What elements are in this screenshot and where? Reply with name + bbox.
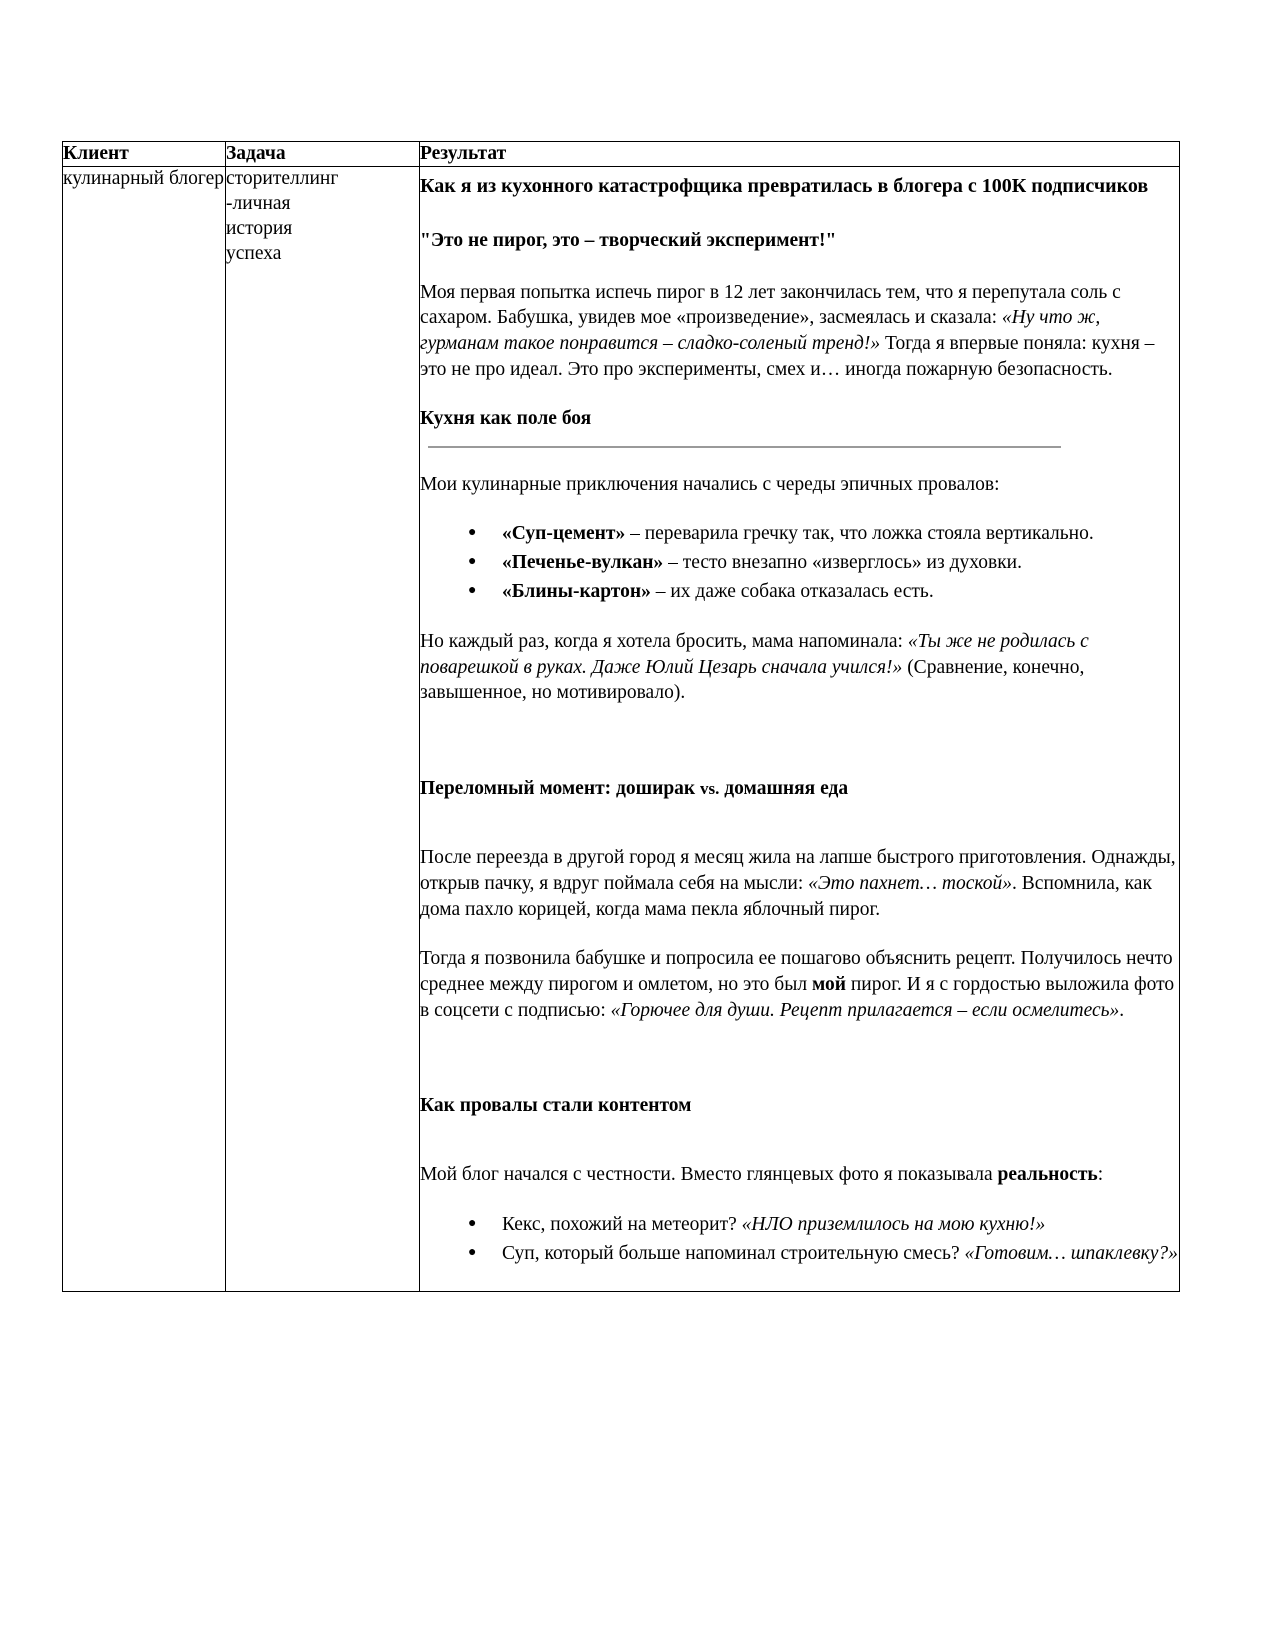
s2p2-quote: «Горючее для души. Рецепт прилагается – если осмелитесь»	[610, 999, 1120, 1021]
list-item-text: Суп, который больше напоминал строительную смесь?	[502, 1243, 965, 1265]
intro-quote: «Ну что ж, гурманам такое понравится – сладко-соленый тренд!»	[420, 307, 1101, 354]
s2p2-text-a: Тогда я позвонила бабушке и попросила ее пошагово объяснить рецепт. Получилось нечто среднее между пирогом и омлетом, но это был	[420, 948, 1173, 995]
s2p2-text-b: пирог. И я с гордостью выложила фото в соцсети с подписью:	[420, 973, 1175, 1021]
list-item-desc: – их даже собака отказалась есть.	[650, 581, 934, 603]
list-item-quote: «НЛО приземлилось на мою кухню!»	[741, 1214, 1046, 1236]
section2-paragraph-2	[420, 946, 1179, 1023]
column-header-task: Задача	[226, 142, 420, 167]
s2p1-quote: «Это пахнет… тоской»	[808, 872, 1013, 894]
list-item	[468, 1241, 1179, 1267]
s3p1-emphasis: реальность	[997, 1164, 1098, 1186]
heading-text-b: домашняя еда	[719, 777, 849, 799]
section3-paragraph-1	[420, 1162, 1179, 1188]
cell-client: кулинарный блогер	[63, 167, 226, 1292]
column-header-client: Клиент	[63, 142, 226, 167]
task-line: сторителлинг	[226, 168, 339, 190]
s3p1-text-a: Мой блог начался с честности. Вместо глянцевых фото я показывала	[420, 1164, 998, 1186]
section-heading-turning-point	[420, 776, 1179, 801]
result-table	[62, 141, 1180, 1292]
list-item	[468, 550, 1179, 576]
s2p1-text-b: . Вспомнила, как дома пахло корицей, когда мама пекла яблочный пирог.	[420, 872, 1152, 920]
table-header-row	[63, 142, 1180, 167]
list-item	[468, 579, 1179, 605]
list-item	[468, 521, 1179, 547]
article-title: Как я из кухонного катастрофщика превратилась в блогера с 100К подписчиков	[420, 175, 1149, 198]
s2p2-emphasis: мой	[811, 973, 846, 995]
intro-text-a: Моя первая попытка испечь пирог в 12 лет закончилась тем, что я перепутала соль с сахаром. Бабушка, увидев мое «произведение», засмеялась и сказала:	[420, 281, 1121, 329]
cell-result	[420, 167, 1180, 1292]
table-row	[63, 167, 1180, 1292]
list-item-desc: – тесто внезапно «изверглось» из духовки.	[663, 552, 1022, 574]
list-item-term: «Суп-цемент»	[502, 523, 626, 545]
heading-text-a: Переломный момент: доширак	[420, 777, 701, 799]
closing-text-a: Но каждый раз, когда я хотела бросить, мама напоминала:	[420, 631, 908, 653]
closing-text-b: (Сравнение, конечно, завышенное, но мотивировало).	[420, 656, 1085, 704]
section1-closing-paragraph	[420, 629, 1179, 706]
section1-lead: Мои кулинарные приключения начались с череды эпичных провалов:	[420, 473, 1000, 495]
task-line: успеха	[226, 243, 282, 265]
list-item-desc: – переварила гречку так, что ложка стояла вертикально.	[625, 523, 1094, 545]
s2p1-text-a: После переезда в другой город я месяц жила на лапше быстрого приготовления. Однажды, открыв пачку, я вдруг поймала себя на мысли:	[420, 847, 1176, 894]
heading-vs: vs.	[700, 778, 720, 798]
intro-text-b: Тогда я впервые поняла: кухня – это не про идеал. Это про эксперименты, смех и… иногда пожарную безопасность.	[420, 333, 1155, 380]
list-item-term: «Блины-картон»	[502, 581, 651, 603]
section-heading-kitchen: Кухня как поле боя	[420, 408, 592, 430]
section2-paragraph-1	[420, 845, 1179, 922]
s2p2-text-c: .	[1119, 999, 1125, 1021]
section-divider	[428, 446, 1061, 448]
failures-list	[420, 521, 1179, 605]
task-line: -личная	[226, 193, 291, 215]
reality-list	[420, 1212, 1179, 1267]
intro-paragraph	[420, 280, 1179, 383]
list-item	[468, 1212, 1179, 1238]
list-item-term: «Печенье-вулкан»	[502, 552, 664, 574]
s3p1-text-b: :	[1097, 1164, 1104, 1186]
column-header-result: Результат	[420, 142, 1180, 167]
section-heading-content: Как провалы стали контентом	[420, 1095, 692, 1117]
cell-task	[226, 167, 420, 1292]
task-line: история	[226, 218, 293, 240]
list-item-text: Кекс, похожий на метеорит?	[502, 1214, 742, 1236]
closing-quote: «Ты же не родилась с поварешкой в руках. Даже Юлий Цезарь сначала учился!»	[420, 631, 1089, 678]
list-item-quote: «Готовим… шпаклевку?»	[964, 1243, 1178, 1265]
pull-quote: "Это не пирог, это – творческий эксперимент!"	[420, 230, 837, 252]
